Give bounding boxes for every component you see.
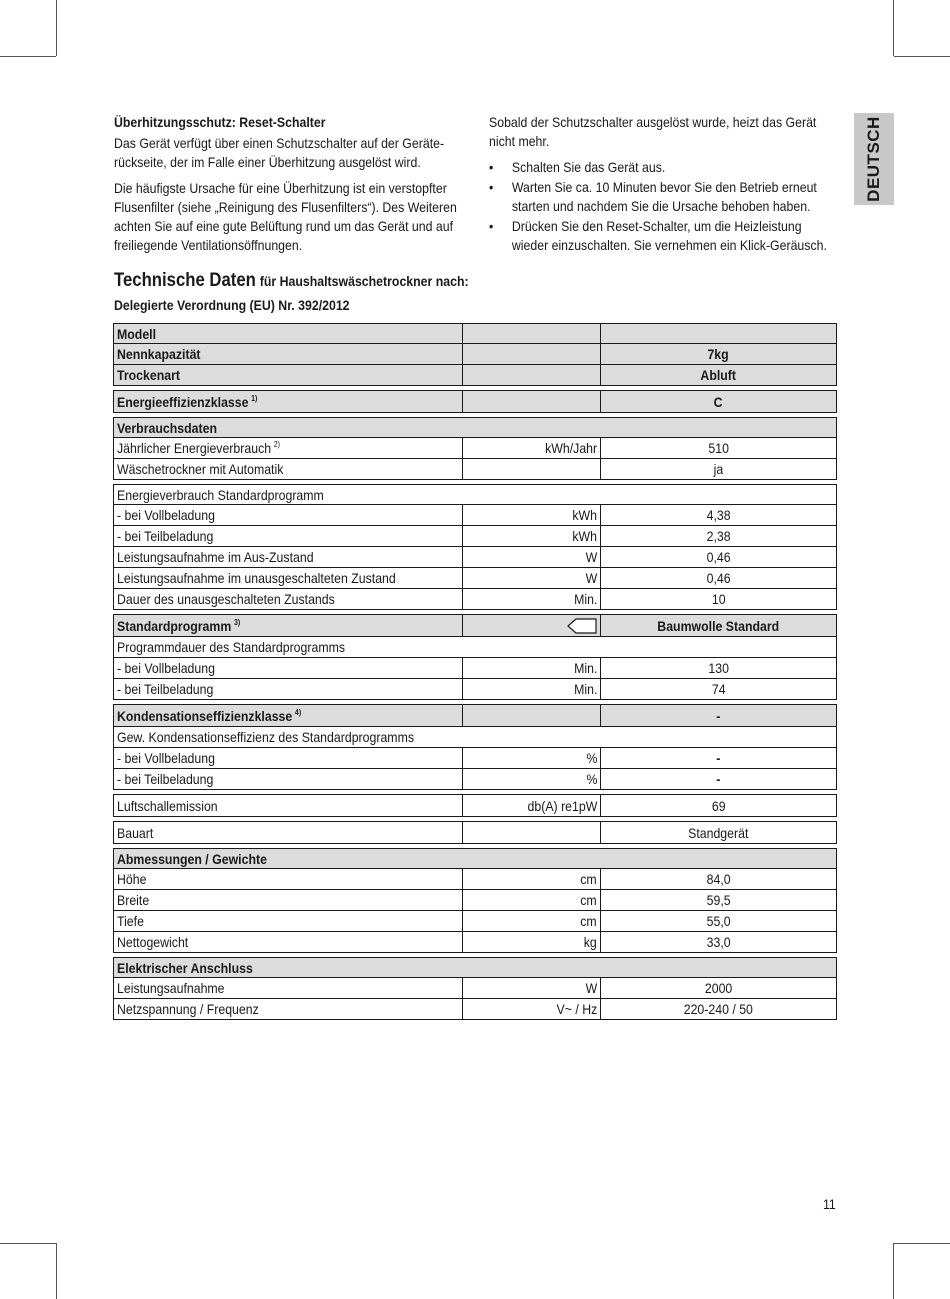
- footnote-marker: 2): [273, 440, 280, 449]
- language-tab-label: DEUTSCH: [864, 116, 884, 202]
- table-row: [113, 978, 837, 999]
- crop-mark: [893, 1243, 894, 1299]
- table-row: [113, 890, 837, 911]
- row-unit: V~ / Hz: [556, 1001, 597, 1017]
- row-value: 0,46: [706, 570, 731, 586]
- row-label: Leistungsaufnahme im Aus-Zustand: [117, 549, 314, 565]
- row-label: Bauart: [117, 824, 154, 841]
- row-unit: kWh/Jahr: [544, 440, 597, 456]
- table-row: [113, 568, 837, 589]
- row-label: Energieeffizienzklasse: [117, 393, 249, 410]
- row-value: 130: [708, 660, 729, 676]
- list-item: • Warten Sie ca. 10 Minuten bevor Sie den Betrieb erneut starten und nachdem Sie die Ursache behoben haben.: [489, 179, 817, 214]
- program-display-icon: [567, 618, 597, 634]
- table-section-row: [113, 484, 837, 505]
- table-row: [113, 999, 837, 1020]
- reset-instructions: [489, 113, 832, 256]
- table-row: [113, 911, 837, 932]
- row-value: 0,46: [706, 549, 731, 565]
- row-label: Tiefe: [117, 913, 144, 929]
- row-unit: kWh: [572, 528, 597, 544]
- language-tab: [854, 113, 894, 205]
- row-label: Breite: [117, 892, 150, 908]
- table-row: [113, 932, 837, 953]
- regulation-reference: Delegierte Verordnung (EU) Nr. 392/2012: [114, 297, 350, 313]
- row-label: Standardprogramm: [117, 617, 232, 634]
- bullet-icon: •: [489, 159, 494, 175]
- row-label: Luftschallemission: [117, 797, 218, 814]
- row-value: C: [714, 393, 723, 410]
- table-section-row: [113, 957, 837, 978]
- row-unit: cm: [580, 913, 597, 929]
- tech-data-heading: [114, 270, 748, 292]
- row-value: 510: [708, 440, 729, 456]
- row-value: 2000: [704, 980, 733, 996]
- table-row: [113, 323, 837, 344]
- table-row: [113, 769, 837, 790]
- row-unit: W: [585, 980, 597, 996]
- paragraph: Das Gerät verfügt über einen Schutzschalter auf der Geräte-rückseite, der im Falle einer Überhitzung ausgelöst wird.: [114, 135, 445, 170]
- row-value: 2,38: [706, 528, 731, 544]
- tech-subtitle: für Haushaltswäschetrockner nach:: [259, 273, 469, 289]
- row-value: Standgerät: [688, 824, 749, 841]
- row-label: Nettogewicht: [117, 934, 189, 950]
- row-unit: W: [585, 570, 597, 586]
- row-label: Wäschetrockner mit Automatik: [117, 461, 284, 477]
- paragraph: Sobald der Schutzschalter ausgelöst wurde, heizt das Gerät nicht mehr.: [489, 114, 817, 149]
- table-row: [113, 704, 837, 727]
- section-label: Elektrischer Anschluss: [117, 959, 253, 976]
- table-row: [113, 344, 837, 365]
- row-value: -: [716, 750, 721, 766]
- table-row: [113, 459, 837, 480]
- footnote-marker: 1): [251, 393, 258, 403]
- table-section-row: [113, 417, 837, 438]
- table-row: [113, 748, 837, 769]
- row-value: Abluft: [700, 367, 737, 383]
- crop-mark: [894, 1243, 950, 1244]
- table-row: [113, 438, 837, 459]
- row-label: - bei Vollbeladung: [117, 750, 215, 766]
- footnote-marker: 3): [233, 617, 241, 627]
- table-row: [113, 505, 837, 526]
- row-unit: Min.: [573, 591, 597, 607]
- tech-data-table: [113, 323, 837, 1020]
- section-label: Verbrauchsdaten: [117, 419, 217, 436]
- row-unit: Min.: [573, 681, 597, 697]
- row-unit: W: [585, 549, 597, 565]
- row-label: Kondensationseffizienzklasse: [117, 707, 293, 724]
- crop-mark: [0, 1243, 56, 1244]
- row-value: 33,0: [706, 934, 731, 950]
- table-row: [113, 589, 837, 610]
- row-unit: kWh: [572, 507, 597, 523]
- row-label: Nennkapazität: [117, 346, 201, 362]
- row-value: 59,5: [706, 892, 731, 908]
- crop-mark: [56, 1243, 57, 1299]
- row-unit: Min.: [573, 660, 597, 676]
- list-item: • Drücken Sie den Reset-Schalter, um die Heizleistung wieder einzuschalten. Sie vernehmen ein Klick-Geräusch.: [489, 218, 827, 253]
- row-unit: %: [586, 771, 597, 787]
- row-value: 220-240 / 50: [683, 1001, 754, 1017]
- list-item: • Schalten Sie das Gerät aus.: [489, 159, 666, 175]
- row-label: Höhe: [117, 871, 147, 887]
- row-label: - bei Teilbeladung: [117, 528, 214, 544]
- row-value: ja: [713, 461, 724, 477]
- table-row: [113, 614, 837, 637]
- table-row: [113, 526, 837, 547]
- row-value: 74: [711, 681, 726, 697]
- section-heading: Überhitzungsschutz: Reset-Schalter: [114, 114, 326, 130]
- row-unit: kg: [583, 934, 597, 950]
- row-unit: %: [586, 750, 597, 766]
- row-value: 7kg: [707, 346, 730, 362]
- row-value: 55,0: [706, 913, 731, 929]
- table-row: [113, 869, 837, 890]
- section-label: Abmessungen / Gewichte: [117, 850, 267, 867]
- table-row: [113, 658, 837, 679]
- row-value: 4,38: [706, 507, 731, 523]
- row-value: -: [716, 707, 721, 724]
- row-label: - bei Teilbeladung: [117, 681, 214, 697]
- section-label: Gew. Kondensationseffizienz des Standardprogramms: [117, 729, 414, 745]
- table-row: [113, 821, 837, 844]
- page-number: 11: [823, 1196, 836, 1212]
- crop-mark: [894, 56, 950, 57]
- tech-title: Technische Daten: [114, 270, 256, 291]
- row-value: Baumwolle Standard: [657, 617, 780, 634]
- footnote-marker: 4): [294, 707, 302, 717]
- row-label: Modell: [117, 325, 157, 342]
- table-section-row: [113, 727, 837, 748]
- overheat-section: [114, 113, 462, 262]
- paragraph: Die häufigste Ursache für eine Überhitzung ist ein verstopfter Flusenfilter (siehe „Reinigung des Flusenfilters“). Des Weiteren achten Sie auf eine gute Belüftung rund um das Gerät und auf freiliegende Ventilationsöffnungen.: [114, 180, 457, 253]
- crop-mark: [0, 56, 56, 57]
- row-value: -: [716, 771, 721, 787]
- row-label: - bei Vollbeladung: [117, 660, 215, 676]
- row-label: Leistungsaufnahme: [117, 980, 225, 996]
- row-label: Trockenart: [117, 367, 181, 383]
- table-section-row: [113, 848, 837, 869]
- row-label: Leistungsaufnahme im unausgeschalteten Zustand: [117, 570, 396, 586]
- crop-mark: [893, 0, 894, 56]
- row-unit: cm: [580, 871, 597, 887]
- bullet-icon: •: [489, 218, 494, 234]
- bullet-icon: •: [489, 179, 494, 195]
- section-label: Programmdauer des Standardprogramms: [117, 639, 346, 655]
- table-row: [113, 794, 837, 817]
- row-label: Netzspannung / Frequenz: [117, 1001, 259, 1017]
- row-label: Dauer des unausgeschalteten Zustands: [117, 591, 335, 607]
- row-label: Jährlicher Energieverbrauch: [117, 440, 272, 456]
- crop-mark: [56, 0, 57, 56]
- table-row: [113, 365, 837, 386]
- section-label: Energieverbrauch Standardprogramm: [117, 486, 324, 503]
- table-row: [113, 679, 837, 700]
- row-label: - bei Teilbeladung: [117, 771, 214, 787]
- row-unit: cm: [580, 892, 597, 908]
- table-section-row: [113, 637, 837, 658]
- row-unit: db(A) re1pW: [527, 797, 597, 814]
- row-value: 84,0: [706, 871, 731, 887]
- table-row: [113, 547, 837, 568]
- row-value: 69: [711, 797, 726, 814]
- table-row: [113, 390, 837, 413]
- row-value: 10: [711, 591, 726, 607]
- row-label: - bei Vollbeladung: [117, 507, 215, 523]
- bullet-list: [489, 158, 832, 255]
